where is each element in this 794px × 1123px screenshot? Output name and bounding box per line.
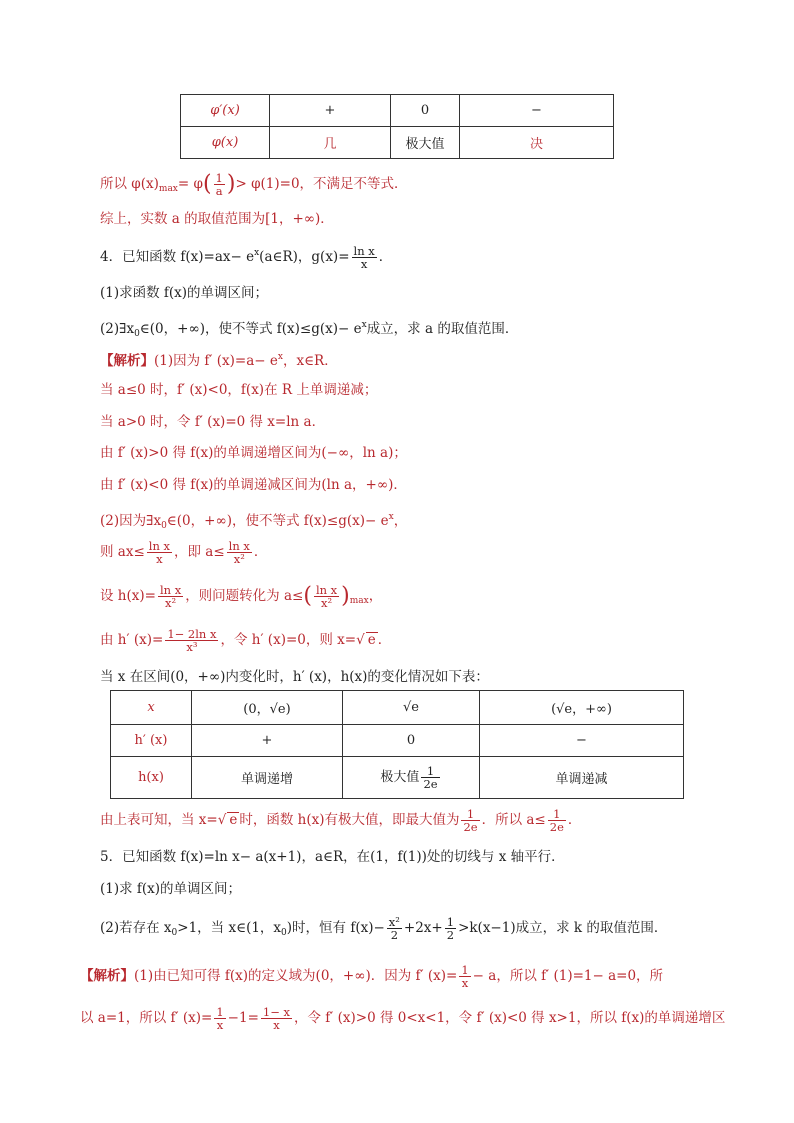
top-variation-table <box>180 94 614 159</box>
h-table-hprime-label: h′ (x) <box>111 725 192 757</box>
cell-phi-prime-label: φ′(x) <box>181 95 270 127</box>
h-variation-table <box>110 690 684 799</box>
h-table-plus: + <box>192 725 343 757</box>
solution-4-line-11: 由上表可知，当 x=√ e 时，函数 h(x)有极大值，即最大值为 $\frac{1}{2e}$ ．所以 a≤ $\frac{1}{2e}$ ． <box>100 807 582 834</box>
h-table-header-x: x <box>111 691 192 725</box>
cell-minus: − <box>460 95 614 127</box>
cell-max-value: 极大值 <box>391 127 460 159</box>
solution-4-line-8: 设 h(x)= $\frac{\text{ln x}}{\text{x²}}$ ，则问题转化为 a≤( $\frac{\text{ln x}}{\text{x²}}$ )$_{max}$， <box>100 583 383 610</box>
h-table-header-interval-2: (√e，+∞) <box>480 691 684 725</box>
solution-5-line-2: 以 a=1，所以 f′ (x)= $\frac{1}{x}$ −1= $\frac{1- x}{x}$ ，令 f′ (x)>0 得 0<x<1，令 f′ (x)<0 得 x>1，所以 f(x)的单调递增区 <box>80 1005 726 1032</box>
solution-4-line-4: 由 f′ (x)>0 得 f(x)的单调递增区间为(−∞，ln a)； <box>100 445 407 461</box>
solution-4-line-6: (2)因为$\exists x_0\in(0$，+∞)，使不等式 $f(x)\le g(x)- e^x$， <box>100 512 408 531</box>
problem-4-q2: $(2)\exists x_0\in(0$，+∞)，使不等式 $f(x)\le g(x)- e^x$成立，求 a 的取值范围． <box>100 320 519 339</box>
h-table-increasing: 单调递增 <box>192 757 343 799</box>
problem-4-title: 4．已知函数 $f(x)=ax- e^x(a\in R)$，g(x)= $\frac{\text{ln x}}{x}$ ． <box>100 244 393 271</box>
solution-4-line-5: 由 f′ (x)<0 得 f(x)的单调递减区间为(ln a，+∞)． <box>100 477 407 493</box>
h-table-header-interval-1: (0，√e) <box>192 691 343 725</box>
solution-5-line-1: 【解析】(1)由已知可得 f(x)的定义域为(0，+∞)．因为 f′ (x)= $\frac{1}{x}$ − a，所以 f′ (1)=1− a=0，所 <box>80 963 664 990</box>
h-table-max: 极大值 $\frac{1}{2e}$ <box>343 757 480 799</box>
solution-4-line-7: 则 ax≤ $\frac{\text{ln x}}{x}$ ，即 a≤ $\frac{\text{ln x}}{\text{x²}}$ ． <box>100 539 268 566</box>
problem-5-q1: (1)求 f(x)的单调区间； <box>100 881 242 897</box>
cell-decreasing-arrow: 决 <box>460 127 614 159</box>
cell-plus: + <box>270 95 391 127</box>
problem-5-q2: (2)若存在 $x_0>1$，当 x∈(1，$x_0$)时，恒有 f(x)− $\frac{\text{x²}}{2}$ +2x+ $\frac{1}{2}$ >k(x−1)成立，求 k 的取值范围． <box>100 915 668 942</box>
problem-4-q1: (1)求函数 f(x)的单调区间； <box>100 285 269 301</box>
solution-4-line-9: 由 h′ (x)= $\frac{\text{1− 2ln x}}{\text{x³}}$ ，令 h′ (x)=0，则 x=√ e ． <box>100 627 392 654</box>
h-table-decreasing: 单调递减 <box>480 757 684 799</box>
h-table-minus: − <box>480 725 684 757</box>
cell-increasing-arrow: 几 <box>270 127 391 159</box>
h-table-zero: 0 <box>343 725 480 757</box>
solution-4-line-10: 当 x 在区间(0，+∞)内变化时，h′ (x)，h(x)的变化情况如下表： <box>100 669 489 685</box>
h-table-h-label: h(x) <box>111 757 192 799</box>
problem-5-title: 5．已知函数 f(x)=ln x− a(x+1)，a∈R，在(1，f(1))处的切线与 x 轴平行． <box>100 849 565 865</box>
line-conclusion: 综上，实数 a 的取值范围为[1，+∞)． <box>100 211 334 227</box>
cell-phi-label: φ(x) <box>181 127 270 159</box>
solution-4-line-2: 当 a≤0 时，f′ (x)<0，f(x)在 R 上单调递减； <box>100 382 378 398</box>
h-table-header-sqrt-e: √e <box>343 691 480 725</box>
line-phi-max: 所以 $\varphi(x)_{max}= \varphi$( $\frac{1}{a}$ )> φ(1)=0，不满足不等式． <box>100 171 408 198</box>
solution-4-line-3: 当 a>0 时，令 f′ (x)=0 得 x=ln a． <box>100 414 326 430</box>
solution-4-line-1: 【解析】(1)因为 f′ $(x)=a- e^x$，x∈R． <box>100 352 338 369</box>
cell-zero: 0 <box>391 95 460 127</box>
